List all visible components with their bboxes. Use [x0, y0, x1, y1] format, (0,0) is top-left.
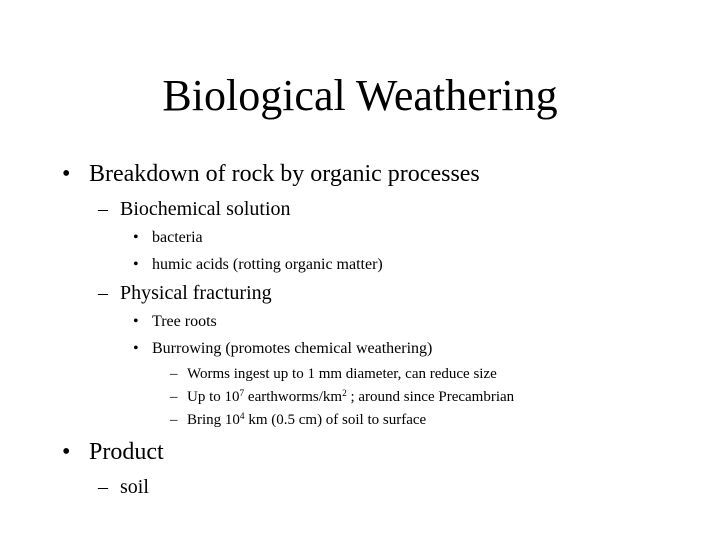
- dash-marker: –: [98, 282, 108, 304]
- item-bacteria: bacteria: [152, 229, 203, 246]
- item-worms-ingest: Worms ingest up to 1 mm diameter, can reduce size: [187, 366, 497, 382]
- bullet-text-product: Product: [89, 439, 164, 465]
- subbullet-soil: soil: [120, 476, 149, 498]
- exponent: 7: [239, 388, 245, 399]
- dash-marker: –: [170, 366, 178, 382]
- subbullet-biochemical-solution: Biochemical solution: [120, 198, 291, 220]
- bullet-marker: •: [133, 340, 139, 357]
- dash-marker: –: [170, 389, 178, 405]
- slide-title: Biological Weathering: [162, 71, 558, 120]
- bullet-marker: •: [133, 256, 139, 273]
- item-burrowing: Burrowing (promotes chemical weathering): [152, 340, 433, 357]
- text-segment: Up to 10: [187, 389, 240, 405]
- dash-marker: –: [170, 412, 178, 428]
- item-humic-acids: humic acids (rotting organic matter): [152, 256, 383, 273]
- dash-marker: –: [98, 198, 108, 220]
- item-earthworms-density: [187, 388, 514, 406]
- text-segment: Bring 10: [187, 412, 240, 428]
- text-segment: km (0.5 cm) of soil to surface: [244, 412, 427, 428]
- bullet-marker: •: [133, 313, 139, 330]
- subbullet-physical-fracturing: Physical fracturing: [120, 282, 272, 304]
- item-soil-to-surface: [187, 411, 426, 429]
- bullet-marker: •: [133, 229, 139, 246]
- bullet-marker: •: [62, 161, 71, 187]
- exponent: 2: [342, 388, 347, 399]
- bullet-marker: •: [62, 439, 71, 465]
- text-segment: ; around since Precambrian: [346, 389, 515, 405]
- text-segment: earthworms/km: [244, 389, 343, 405]
- item-tree-roots: Tree roots: [152, 313, 217, 330]
- dash-marker: –: [98, 476, 108, 498]
- bullet-text-breakdown: Breakdown of rock by organic processes: [89, 161, 480, 187]
- exponent: 4: [239, 411, 245, 422]
